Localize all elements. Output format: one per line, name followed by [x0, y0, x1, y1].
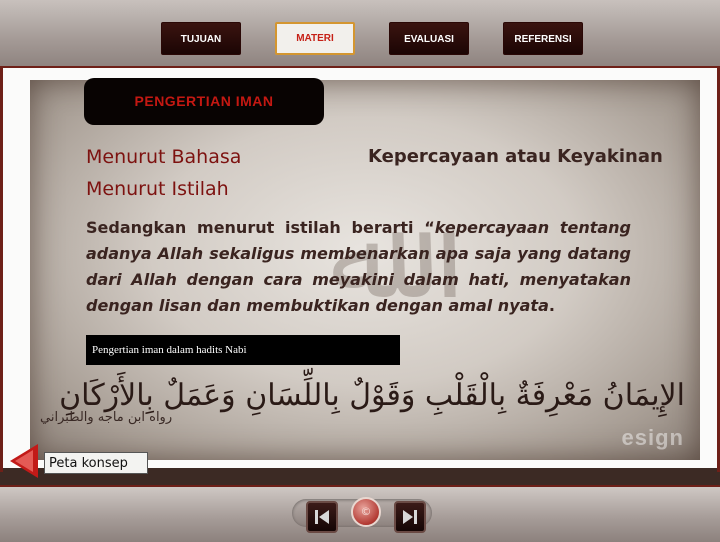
calligraphy-background-image: ﷲ [330, 195, 395, 323]
skip-back-icon[interactable] [306, 501, 338, 533]
hadith-label: Pengertian iman dalam hadits Nabi [86, 335, 400, 365]
tab-tujuan[interactable]: TUJUAN [161, 22, 241, 55]
home-icon[interactable]: © [351, 497, 381, 527]
term-bahasa: Menurut Bahasa [86, 146, 242, 168]
skip-forward-glyph [396, 503, 424, 531]
page-title: PENGERTIAN IMAN [84, 78, 324, 125]
definition-lead: Sedangkan menurut istilah berarti “ [86, 218, 435, 237]
skip-forward-icon[interactable] [394, 501, 426, 533]
tab-materi[interactable]: MATERI [275, 22, 355, 55]
watermark-text: esign [621, 425, 684, 450]
back-arrow-icon[interactable] [10, 444, 38, 478]
term-istilah: Menurut Istilah [86, 178, 229, 200]
definition-paragraph [86, 215, 631, 319]
tab-evaluasi[interactable]: EVALUASI [389, 22, 469, 55]
arabic-hadith-text: الإِيمَانُ مَعْرِفَةٌ بِالْقَلْبِ وَقَوْلٌ بِاللِّسَانِ وَعَمَلٌ بِالأَرْكَانِ [59, 378, 685, 413]
tab-referensi[interactable]: REFERENSI [503, 22, 583, 55]
definition-italic: kepercayaan tentang adanya Allah sekaligus membenarkan apa saja yang datang dari Allah dengan cara meyakini dalam hati, menyatakan dengan lisan dan membuktikan dengan amal nyata [86, 218, 632, 315]
meaning-bahasa: Kepercayaan atau Keyakinan [368, 146, 663, 167]
top-navigation-bar [0, 0, 720, 68]
arabic-source-text: رواه ابن ماجه والطبراني [40, 410, 173, 425]
definition-end: . [548, 296, 555, 315]
skip-back-glyph [308, 503, 336, 531]
peta-konsep-button[interactable]: Peta konsep [44, 452, 148, 474]
